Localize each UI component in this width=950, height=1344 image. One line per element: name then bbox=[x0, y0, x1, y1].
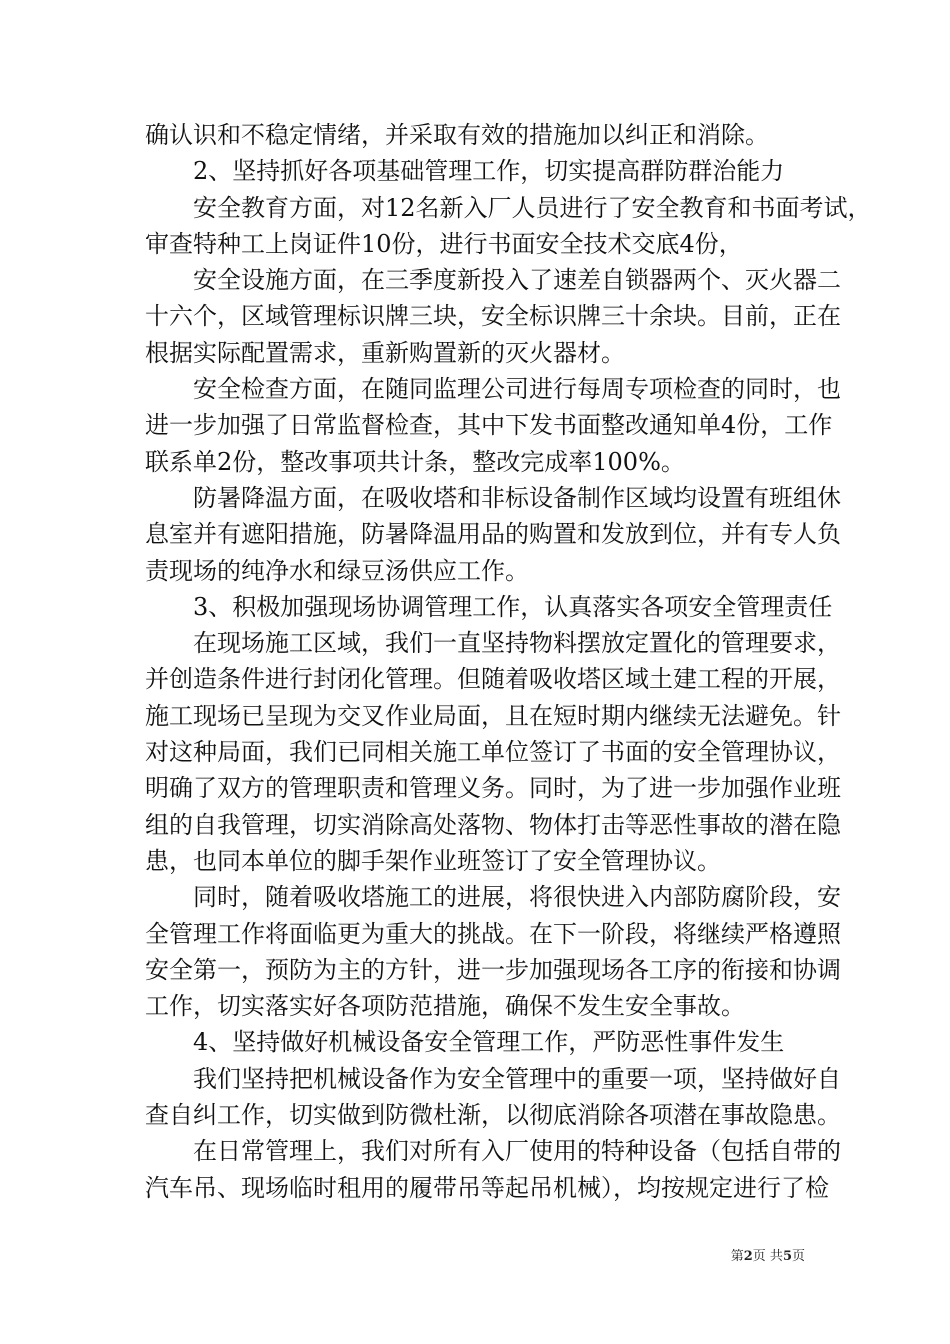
text-line: 查自纠工作，切实做到防微杜渐，以彻底消除各项潜在事故隐患。 bbox=[145, 1101, 841, 1130]
text-line: 安全教育方面，对12名新入厂人员进行了安全教育和书面考试， bbox=[193, 193, 872, 222]
text-line: 对这种局面，我们已同相关施工单位签订了书面的安全管理协议， bbox=[145, 738, 841, 767]
text-line: 患，也同本单位的脚手架作业班签订了安全管理协议。 bbox=[145, 846, 721, 875]
footer-total-pages: 5 bbox=[782, 1249, 792, 1264]
text-line: 根据实际配置需求，重新购置新的灭火器材。 bbox=[145, 338, 625, 367]
text-line: 施工现场已呈现为交叉作业局面，且在短时期内继续无法避免。针 bbox=[145, 701, 841, 730]
text-line: 3、积极加强现场协调管理工作，认真落实各项安全管理责任 bbox=[193, 592, 833, 621]
text-line: 十六个，区域管理标识牌三块，安全标识牌三十余块。目前，正在 bbox=[145, 302, 841, 331]
text-line: 组的自我管理，切实消除高处落物、物体打击等恶性事故的潜在隐 bbox=[145, 810, 841, 839]
text-line: 同时，随着吸收塔施工的进展，将很快进入内部防腐阶段，安 bbox=[193, 883, 841, 912]
text-line: 我们坚持把机械设备作为安全管理中的重要一项，坚持做好自 bbox=[193, 1064, 841, 1093]
footer-middle: 页 共 bbox=[752, 1249, 783, 1264]
text-line: 安全设施方面，在三季度新投入了速差自锁器两个、灭火器二 bbox=[193, 266, 841, 295]
text-line: 安全检查方面，在随同监理公司进行每周专项检查的同时，也 bbox=[193, 375, 841, 404]
text-line: 进一步加强了日常监督检查，其中下发书面整改通知单4份，工作 bbox=[145, 411, 833, 440]
text-line: 并创造条件进行封闭化管理。但随着吸收塔区域土建工程的开展， bbox=[145, 665, 841, 694]
text-line: 2、坚持抓好各项基础管理工作，切实提高群防群治能力 bbox=[193, 157, 785, 186]
document-body bbox=[145, 117, 872, 1206]
text-line: 责现场的纯净水和绿豆汤供应工作。 bbox=[145, 556, 529, 585]
text-line: 在日常管理上，我们对所有入厂使用的特种设备（包括自带的 bbox=[193, 1137, 841, 1166]
text-line: 全管理工作将面临更为重大的挑战。在下一阶段，将继续严格遵照 bbox=[145, 919, 841, 948]
text-line: 在现场施工区域，我们一直坚持物料摆放定置化的管理要求， bbox=[193, 629, 841, 658]
text-line: 确认识和不稳定情绪，并采取有效的措施加以纠正和消除。 bbox=[145, 121, 769, 149]
text-line: 审查特种工上岗证件10份，进行书面安全技术交底4份， bbox=[145, 229, 743, 258]
footer-prefix: 第 bbox=[730, 1249, 744, 1264]
text-line: 防暑降温方面，在吸收塔和非标设备制作区域均设置有班组休 bbox=[193, 483, 841, 512]
footer-current-page: 2 bbox=[743, 1249, 753, 1264]
footer-suffix: 页 bbox=[791, 1249, 805, 1264]
text-line: 息室并有遮阳措施，防暑降温用品的购置和发放到位，并有专人负 bbox=[145, 520, 841, 549]
text-line: 联系单2份，整改事项共计条，整改完成率100%。 bbox=[145, 447, 685, 476]
page-number-footer bbox=[731, 1245, 805, 1264]
text-line: 4、坚持做好机械设备安全管理工作，严防恶性事件发生 bbox=[193, 1028, 785, 1057]
text-line: 安全第一，预防为主的方针，进一步加强现场各工序的衔接和协调 bbox=[145, 955, 841, 984]
text-line: 汽车吊、现场临时租用的履带吊等起吊机械），均按规定进行了检 bbox=[145, 1173, 829, 1202]
text-line: 明确了双方的管理职责和管理义务。同时，为了进一步加强作业班 bbox=[145, 774, 841, 803]
text-line: 工作，切实落实好各项防范措施，确保不发生安全事故。 bbox=[145, 992, 745, 1021]
